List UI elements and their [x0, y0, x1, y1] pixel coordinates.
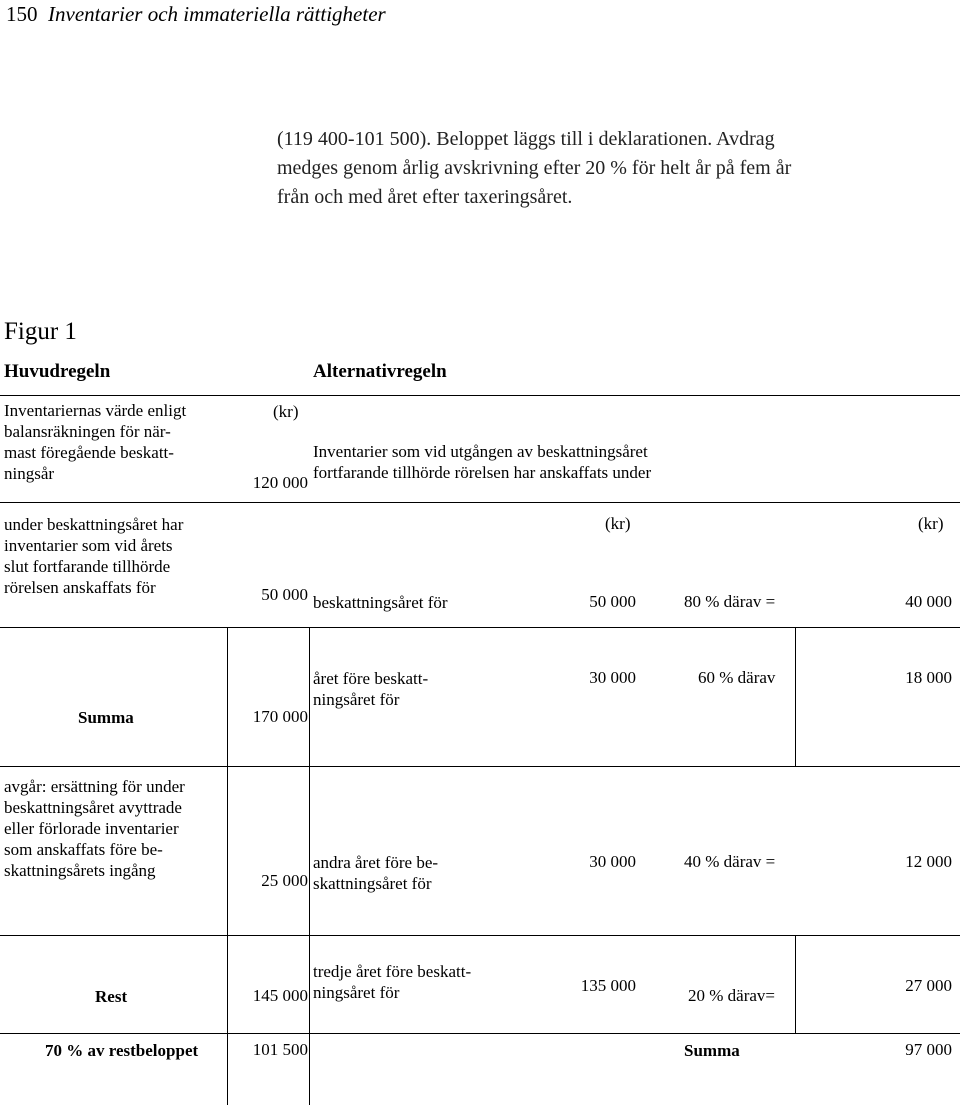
text-line: andra året före be- — [313, 853, 439, 872]
alt-row-rate: 60 % därav — [698, 668, 776, 687]
alt-row-amount: 30 000 — [589, 852, 636, 871]
alt-row-amount: 50 000 — [589, 592, 636, 611]
alt-row-value: 12 000 — [905, 852, 952, 871]
main-deduct-text — [4, 776, 185, 881]
alt-sum-value: 97 000 — [905, 1040, 952, 1059]
main-rest-label: Rest — [95, 987, 128, 1006]
intro-line: (119 400-101 500). Beloppet läggs till i deklarationen. Avdrag — [277, 128, 775, 150]
main-rest-value: 145 000 — [252, 986, 308, 1005]
main-seventy-label: 70 % av restbeloppet — [45, 1041, 199, 1060]
text-line: skattningsårets ingång — [4, 861, 156, 880]
alt-rule-heading: Alternativregeln — [313, 361, 447, 382]
rule-line — [309, 627, 310, 1105]
figure-title: Figur 1 — [4, 318, 77, 345]
text-line: året före beskatt- — [313, 669, 429, 688]
text-line: avgår: ersättning för under — [4, 777, 185, 796]
text-line: eller förlorade inventarier — [4, 819, 179, 838]
main-sum-label: Summa — [78, 708, 134, 727]
alt-row-value: 18 000 — [905, 668, 952, 687]
alt-row-rate: 80 % därav = — [684, 592, 776, 611]
main-row1-value: 120 000 — [252, 473, 308, 492]
rule-line — [0, 502, 960, 503]
main-row1-text — [4, 400, 186, 484]
page-header — [6, 2, 386, 27]
alt-row-amount: 135 000 — [580, 976, 636, 995]
alt-unit-value: (kr) — [918, 514, 944, 533]
main-sum-value: 170 000 — [252, 707, 308, 726]
text-line: ningsåret för — [313, 690, 400, 709]
text-line: skattningsåret för — [313, 874, 432, 893]
main-row2-text — [4, 514, 183, 598]
main-rule-heading: Huvudregeln — [4, 361, 111, 382]
text-line: rörelsen anskaffats för — [4, 578, 156, 597]
main-deduct-value: 25 000 — [261, 871, 308, 890]
text-line: Inventariernas värde enligt — [4, 401, 187, 420]
rule-line — [0, 1033, 960, 1034]
alt-row-value: 40 000 — [905, 592, 952, 611]
chapter-title: Inventarier och immateriella rättigheter — [48, 2, 386, 26]
intro-line: medges genom årlig avskrivning efter 20 % för helt år på fem år — [277, 157, 792, 179]
rule-line — [227, 627, 228, 1105]
alt-intro-text — [313, 441, 651, 483]
rule-line — [795, 935, 796, 1033]
text-line: under beskattningsåret har — [4, 515, 184, 534]
intro-paragraph — [277, 125, 791, 212]
alt-row-value: 27 000 — [905, 976, 952, 995]
text-line: tredje året före beskatt- — [313, 962, 472, 981]
text-line: beskattningsåret avyttrade — [4, 798, 182, 817]
text-line: fortfarande tillhörde rörelsen har anskaffats under — [313, 463, 652, 482]
text-line: balansräkningen för när- — [4, 422, 171, 441]
text-line: ningsåret för — [313, 983, 400, 1002]
alt-row-rate: 40 % därav = — [684, 852, 776, 871]
rule-line — [0, 627, 960, 628]
text-line: mast föregående beskatt- — [4, 443, 174, 462]
page-number: 150 — [6, 2, 38, 26]
alt-row-period — [313, 668, 428, 710]
alt-row-period — [313, 852, 438, 894]
intro-line: från och med året efter taxeringsåret. — [277, 186, 573, 208]
text-line: inventarier som vid årets — [4, 536, 173, 555]
main-row2-value: 50 000 — [261, 585, 308, 604]
main-seventy-value: 101 500 — [252, 1040, 308, 1059]
text-line: som anskaffats före be- — [4, 840, 163, 859]
alt-row-period: beskattningsåret för — [313, 593, 448, 612]
text-line: slut fortfarande tillhörde — [4, 557, 171, 576]
alt-row-rate: 20 % därav= — [688, 986, 776, 1005]
text-line: Inventarier som vid utgången av beskattningsåret — [313, 442, 648, 461]
alt-unit-amount: (kr) — [605, 514, 631, 533]
alt-sum-label: Summa — [684, 1041, 740, 1060]
main-unit: (kr) — [273, 402, 299, 421]
rule-line — [0, 395, 960, 396]
rule-line — [0, 766, 960, 767]
text-line: ningsår — [4, 464, 55, 483]
alt-row-period — [313, 961, 471, 1003]
rule-line — [0, 935, 960, 936]
alt-row-amount: 30 000 — [589, 668, 636, 687]
rule-line — [795, 627, 796, 767]
